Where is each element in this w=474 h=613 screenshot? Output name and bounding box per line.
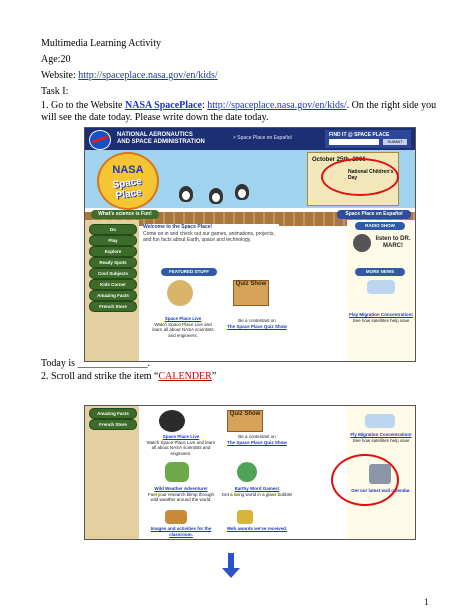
calender-word: CALENDER [158, 371, 212, 382]
down-arrow-head-icon [222, 568, 240, 578]
welcome-title: Welcome to the Space Place! [143, 224, 213, 230]
listen-dr-marc-text[interactable]: listen to DR. MARC! [375, 236, 411, 249]
wild-weather-link[interactable]: Wild Weather Adventure! [154, 486, 208, 491]
sidebar-item[interactable]: French Store [89, 301, 137, 312]
classroom-icon[interactable] [165, 510, 187, 524]
step1-prefix: 1. Go to the Website [41, 100, 125, 111]
today-date: October 25th, 2006 [312, 157, 366, 163]
earthy-games-link[interactable]: Earthy Word Games! [234, 486, 280, 491]
quiz-show-link[interactable]: The Space Place Quiz Show [227, 439, 287, 445]
logo-nasa-text: NASA [112, 164, 144, 176]
step1-suffix: . On the right side you [346, 100, 437, 111]
sidebar [85, 220, 139, 361]
banner-sky [85, 150, 415, 208]
space-place-live-card [145, 434, 217, 456]
quiz-show-text: Be a contestant on [238, 434, 276, 439]
agency-line1: NATIONAL AERONAUTICS [117, 132, 193, 138]
fly-migration-card [349, 312, 413, 323]
nasa-header-bar [85, 128, 415, 150]
sidebar-item[interactable]: Amazing Facts [89, 408, 137, 419]
date-highlight-circle [321, 158, 399, 196]
doc-step2 [41, 371, 216, 383]
doc-task: Task I: [41, 86, 69, 97]
step2-suffix: ” [211, 371, 217, 382]
agency-name [117, 132, 205, 146]
space-place-live-link[interactable]: Space Place Live [162, 434, 200, 439]
fly-migration-note: See how satellites help save [352, 317, 410, 323]
images-card [145, 526, 217, 537]
space-place-live-link[interactable]: Space Place Live [164, 316, 202, 321]
earthy-games-card [221, 486, 293, 497]
date-event: National Children's Day [348, 169, 394, 181]
quiz-show-card [223, 318, 291, 329]
calendar-link[interactable]: Get our latest wall calendar. [351, 488, 411, 493]
fly-migration-link[interactable]: Fly Migration Concentration! [350, 432, 412, 437]
sidebar-item[interactable]: Do [89, 224, 137, 235]
espanol-header-link[interactable]: > Space Place en Español [233, 135, 292, 141]
satellite-plane-icon[interactable] [367, 280, 395, 294]
spaceplace-url-link[interactable]: http://spaceplace.nasa.gov/en/kids/ [207, 100, 347, 111]
sidebar-scrolled [85, 406, 139, 539]
doc-title: Multimedia Learning Activity [41, 38, 161, 49]
cartoon-bird-icon [235, 184, 249, 200]
doc-website-line [41, 70, 218, 82]
fly-migration-card [349, 432, 413, 443]
spaceplace-screenshot-home [84, 127, 416, 362]
earthy-games-text: Get a living world in a glass bubble! [221, 491, 293, 497]
earth-globe-icon[interactable] [237, 462, 257, 482]
wild-weather-card [145, 486, 217, 503]
find-it-input[interactable] [329, 139, 379, 145]
quiz-show-icon[interactable]: Quiz Show [227, 410, 263, 432]
web-awards-link[interactable]: Web awards we've received. [226, 526, 288, 531]
fly-migration-note: See how satellites help save [352, 437, 410, 443]
space-place-logo[interactable] [97, 152, 159, 210]
right-column [347, 220, 415, 361]
step1-colon: : [201, 100, 208, 111]
nasa-logo-icon [89, 130, 111, 150]
wild-weather-text: Fuel your research blimp through wild weather around the world. [147, 491, 215, 502]
down-arrow-icon [228, 553, 234, 569]
quiz-show-text: Be a contestant on [238, 318, 276, 323]
find-it-box [325, 130, 411, 148]
website-link[interactable]: http://spaceplace.nasa.gov/en/kids/ [78, 70, 218, 81]
page-number: 1 [424, 597, 429, 607]
space-place-live-card [149, 316, 217, 338]
find-it-label: FIND IT @ SPACE PLACE [329, 132, 390, 138]
cartoon-bird-icon [209, 188, 223, 204]
space-place-live-icon[interactable] [167, 280, 193, 306]
welcome-body: Come on in and check out our games, animations, projects, and fun facts about Earth, space and technology. [143, 231, 275, 243]
web-awards-card [221, 526, 293, 532]
dr-marc-icon[interactable] [353, 234, 371, 252]
space-place-live-text: Watch Space Place Live and learn all about NASA scientists and engineers. [152, 321, 214, 338]
doc-step1-line1 [41, 100, 436, 112]
fly-migration-link[interactable]: Flay Migration Concentration! [349, 312, 413, 317]
space-place-live-icon[interactable] [159, 410, 185, 432]
spaceplace-name-link[interactable]: NASA SpacePlace [125, 100, 202, 111]
calendar-highlight-circle [331, 454, 399, 506]
welcome-section [143, 224, 279, 262]
find-it-submit-button[interactable]: SUBMIT [383, 139, 407, 145]
featured-pill: FEATURED STUFF [161, 268, 217, 276]
agency-line2: AND SPACE ADMINISTRATION [117, 139, 205, 145]
logo-space-place-text: Space Place [111, 176, 143, 202]
quiz-show-card [221, 434, 293, 445]
satellite-plane-icon[interactable] [365, 414, 395, 428]
website-label: Website: [41, 70, 79, 81]
quiz-show-icon[interactable]: Quiz Show [233, 280, 269, 306]
whats-new-tag[interactable]: What's science is Fun! [91, 210, 159, 219]
quiz-show-link[interactable]: The Space Place Quiz Show [227, 323, 287, 329]
sidebar-item[interactable]: French Store [89, 419, 137, 430]
doc-step1-line2: will see the date today. Please write down the date today. [41, 112, 269, 123]
radio-show-pill: RADIO SHOW [355, 222, 405, 230]
images-link[interactable]: Images and activities for the classroom. [150, 526, 212, 537]
cartoon-bird-icon [179, 186, 193, 202]
espanol-tag[interactable]: Space Place en Español [337, 210, 411, 219]
doc-age: Age:20 [41, 54, 71, 65]
more-news-pill: MORE NEWS [355, 268, 405, 276]
sidebar-item[interactable]: Ready Spots [89, 257, 137, 268]
weather-blimp-icon[interactable] [165, 462, 189, 482]
sidebar-item[interactable]: Explore [89, 246, 137, 257]
step2-prefix: 2. Scroll and strike the item “ [41, 371, 159, 382]
sidebar-item[interactable]: Kids Corner [89, 279, 137, 290]
sidebar-item[interactable]: Play [89, 235, 137, 246]
sidebar-item[interactable]: Cool Subjects [89, 268, 137, 279]
sidebar-item[interactable]: Amazing Facts [89, 290, 137, 301]
space-place-live-text: Watch Space Place Live and learn all about NASA scientists and engineers. [146, 439, 216, 456]
spaceplace-screenshot-scrolled [84, 405, 416, 540]
web-award-icon[interactable] [237, 510, 253, 524]
today-is-line: Today is ______________. [41, 358, 151, 369]
